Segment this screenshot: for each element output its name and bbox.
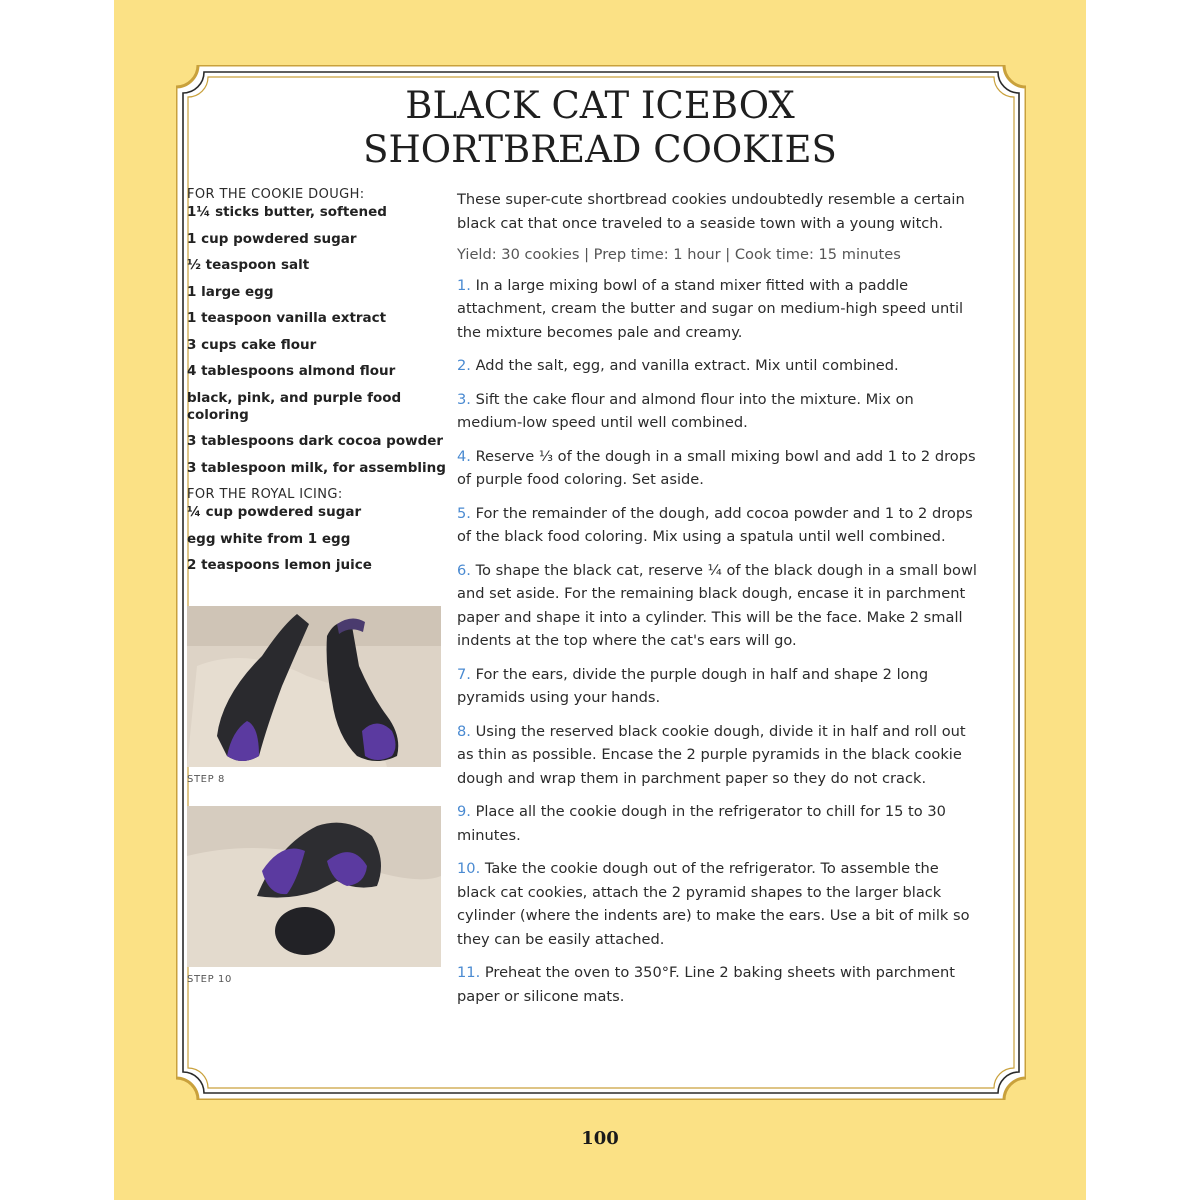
recipe-title — [114, 84, 1086, 172]
cookie-dough-heading: FOR THE COOKIE DOUGH: — [187, 187, 365, 202]
step-number: 8. — [457, 722, 471, 740]
step-number: 7. — [457, 665, 471, 683]
ingredient-item: 1 cup powdered sugar — [187, 230, 357, 247]
instructions-column — [457, 188, 977, 1018]
royal-icing-heading: FOR THE ROYAL ICING: — [187, 487, 343, 502]
royal-icing-list — [187, 504, 447, 574]
step-10-caption: STEP 10 — [187, 974, 232, 985]
step-text: To shape the black cat, reserve ¼ of the black dough in a small bowl and set aside. For the remaining black dough, encase it in parchment paper and shape it into a cylinder. This will be the face. Make 2 small indents at the top where the cat's ears will go. — [457, 561, 977, 649]
step-8-dough-image — [187, 606, 441, 767]
step-text: Sift the cake flour and almond flour into the mixture. Mix on medium-low speed until well combined. — [457, 390, 914, 431]
book-page — [114, 0, 1086, 1200]
ingredient-item: 1 large egg — [187, 283, 274, 300]
title-line-2: SHORTBREAD COOKIES — [363, 128, 837, 171]
instruction-step — [457, 800, 977, 847]
step-10-photo — [187, 806, 441, 967]
ingredient-item: 3 cups cake flour — [187, 336, 317, 353]
step-8-caption: STEP 8 — [187, 774, 225, 785]
instruction-step — [457, 274, 977, 345]
instruction-step — [457, 559, 977, 653]
ingredient-item: egg white from 1 egg — [187, 530, 351, 547]
step-number: 3. — [457, 390, 471, 408]
step-text: Add the salt, egg, and vanilla extract. Mix until combined. — [470, 357, 899, 374]
instruction-step — [457, 445, 977, 492]
step-8-photo — [187, 606, 441, 767]
step-text: Place all the cookie dough in the refrigerator to chill for 15 to 30 minutes. — [457, 803, 946, 844]
step-number: 1. — [457, 276, 471, 294]
ingredient-item: ½ teaspoon salt — [187, 257, 310, 273]
ingredient-item: 3 tablespoon milk, for assembling — [187, 459, 446, 476]
recipe-intro: These super-cute shortbread cookies undoubtedly resemble a certain black cat that once traveled to a seaside town with a young witch. — [457, 191, 965, 232]
ingredient-item: 2 teaspoons lemon juice — [187, 557, 372, 573]
instruction-step — [457, 961, 977, 1008]
step-text: For the ears, divide the purple dough in half and shape 2 long pyramids using your hands. — [457, 665, 929, 706]
step-text: For the remainder of the dough, add cocoa powder and 1 to 2 drops of the black food coloring. Mix using a spatula until well combined. — [457, 504, 973, 545]
step-number: 6. — [457, 561, 471, 579]
step-number: 9. — [457, 803, 471, 820]
ingredient-item: 1 teaspoon vanilla extract — [187, 310, 387, 326]
instruction-step — [457, 663, 977, 710]
ingredient-item: 3 tablespoons dark cocoa powder — [187, 433, 444, 449]
instruction-step — [457, 857, 977, 951]
instruction-step — [457, 388, 977, 435]
step-text: Preheat the oven to 350°F. Line 2 baking sheets with parchment paper or silicone mats. — [457, 964, 955, 1005]
yield-line: Yield: 30 cookies | Prep time: 1 hour | Cook time: 15 minutes — [457, 246, 901, 263]
step-text: Take the cookie dough out of the refrigerator. To assemble the black cat cookies, attach the 2 pyramid shapes to the larger black cylinder (where the indents are) to make the ears. Use a bit of milk so they can be easily attached. — [457, 860, 970, 948]
ingredients-column — [187, 186, 447, 584]
step-number: 10. — [457, 860, 481, 877]
step-number: 4. — [457, 447, 471, 465]
step-number: 11. — [457, 964, 481, 981]
step-10-dough-image — [187, 806, 441, 967]
ingredient-item: 1¼ sticks butter, softened — [187, 204, 387, 220]
step-text: Reserve ⅓ of the dough in a small mixing bowl and add 1 to 2 drops of purple food coloring. Set aside. — [457, 447, 976, 488]
step-number: 2. — [457, 357, 471, 374]
step-text: In a large mixing bowl of a stand mixer fitted with a paddle attachment, cream the butter and sugar on medium-high speed until the mixture becomes pale and creamy. — [457, 276, 964, 341]
step-text: Using the reserved black cookie dough, divide it in half and roll out as thin as possible. Encase the 2 purple pyramids in the black cookie dough and wrap them in parchment paper so they do not crack. — [457, 722, 966, 787]
page-number: 100 — [581, 1128, 619, 1149]
ingredient-item: black, pink, and purple food coloring — [187, 389, 402, 423]
ingredient-item: 4 tablespoons almond flour — [187, 363, 396, 379]
step-number: 5. — [457, 504, 471, 522]
instruction-step — [457, 354, 977, 378]
ingredient-item: ¼ cup powdered sugar — [187, 504, 362, 520]
cookie-dough-list — [187, 204, 447, 477]
instruction-step — [457, 502, 977, 549]
instruction-step — [457, 720, 977, 791]
title-line-1: BLACK CAT ICEBOX — [405, 84, 795, 127]
